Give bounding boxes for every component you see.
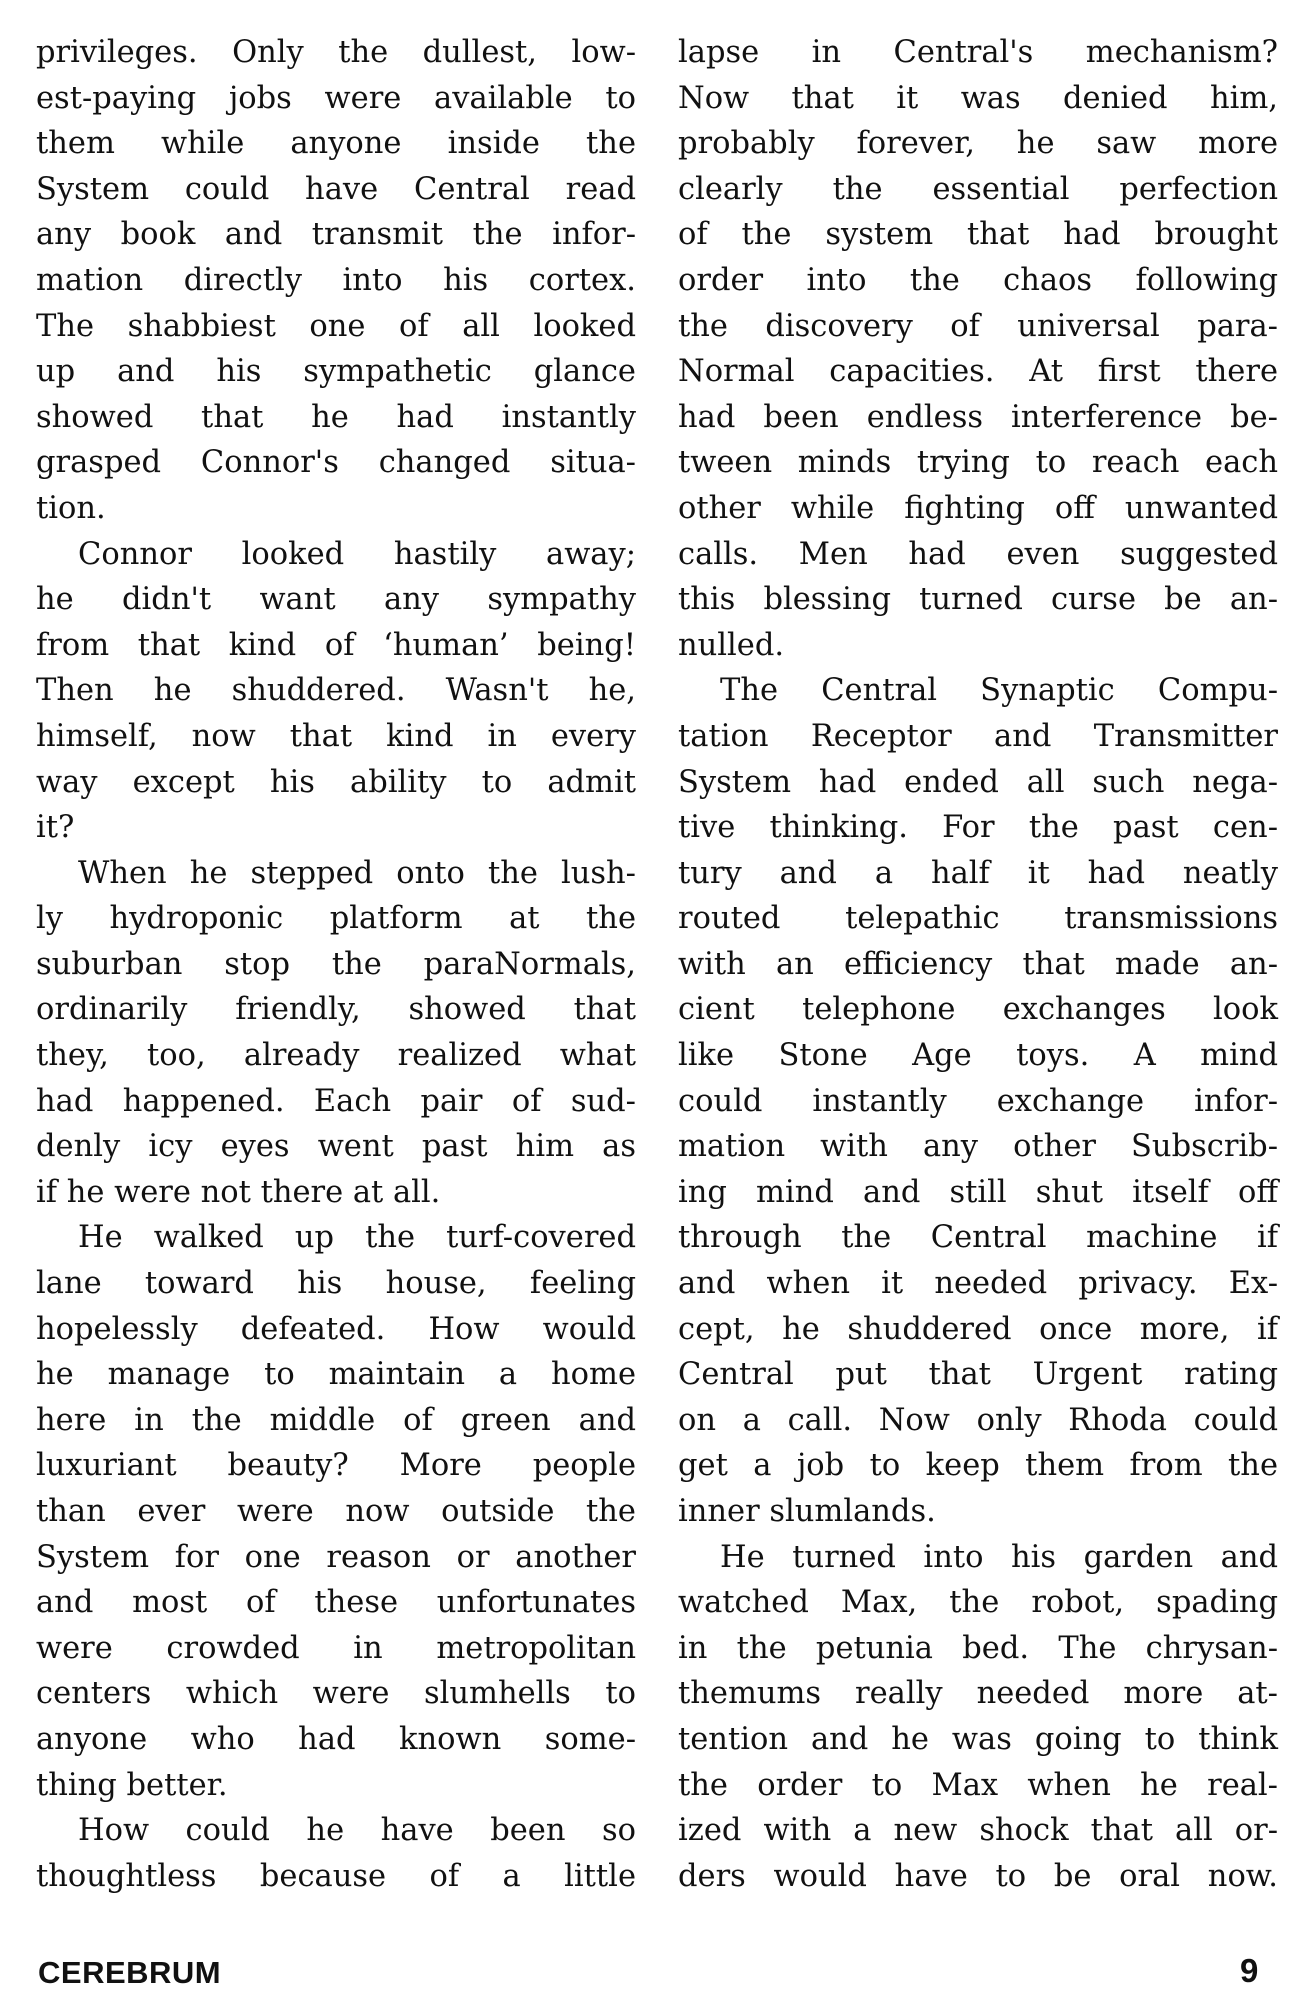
page-number: 9 bbox=[1240, 1952, 1259, 1989]
text-line: ing mind and still shut itself off bbox=[678, 1174, 1278, 1210]
text-line: get a job to keep them from the bbox=[678, 1448, 1278, 1484]
text-line: here in the middle of green and bbox=[36, 1402, 636, 1438]
text-line: the order to Max when he real- bbox=[678, 1767, 1278, 1803]
text-line: mation with any other Subscrib- bbox=[678, 1129, 1278, 1165]
text-line: tion. bbox=[36, 490, 106, 526]
text-line: he manage to maintain a home bbox=[36, 1357, 636, 1393]
text-line: of the system that had brought bbox=[678, 217, 1278, 253]
text-line: hopelessly defeated. How would bbox=[36, 1311, 636, 1347]
text-line: How could he have been so bbox=[78, 1813, 636, 1849]
text-line: Now that it was denied him, bbox=[678, 80, 1278, 116]
text-line: lane toward his house, feeling bbox=[36, 1266, 636, 1302]
text-line: tury and a half it had neatly bbox=[678, 855, 1278, 891]
text-line: System for one reason or another bbox=[36, 1539, 636, 1575]
text-line: mation directly into his cortex. bbox=[36, 262, 636, 298]
text-line: in the petunia bed. The chrysan- bbox=[678, 1630, 1278, 1666]
text-line: The Central Synaptic Compu- bbox=[720, 673, 1278, 709]
text-line: on a call. Now only Rhoda could bbox=[678, 1402, 1278, 1438]
text-line: Connor looked hastily away; bbox=[78, 536, 636, 572]
text-line: privileges. Only the dullest, low- bbox=[36, 35, 636, 70]
text-line: other while fighting off unwanted bbox=[678, 490, 1278, 526]
text-line: from that kind of ‘human’ being! bbox=[36, 627, 636, 663]
text-line: showed that he had instantly bbox=[36, 399, 636, 435]
text-line: denly icy eyes went past him as bbox=[36, 1129, 636, 1165]
right-column bbox=[678, 30, 1278, 1899]
text-line: had happened. Each pair of sud- bbox=[36, 1083, 636, 1119]
text-line: any book and transmit the infor- bbox=[36, 217, 636, 253]
text-line: grasped Connor's changed situa- bbox=[36, 445, 636, 481]
text-line: up and his sympathetic glance bbox=[36, 354, 636, 390]
text-line: routed telepathic transmissions bbox=[678, 901, 1278, 937]
text-line: himself, now that kind in every bbox=[36, 718, 636, 754]
text-line: like Stone Age toys. A mind bbox=[678, 1038, 1278, 1074]
text-line: this blessing turned curse be an- bbox=[678, 582, 1278, 618]
text-line: tween minds trying to reach each bbox=[678, 445, 1278, 481]
text-line: ders would have to be oral now. bbox=[678, 1858, 1278, 1894]
text-line: thoughtless because of a little bbox=[36, 1858, 636, 1894]
text-line: than ever were now outside the bbox=[36, 1494, 636, 1529]
text-line: if he were not there at all. bbox=[36, 1174, 441, 1210]
text-line: He walked up the turf-covered bbox=[78, 1220, 636, 1256]
text-line: luxuriant beauty? More people bbox=[36, 1448, 636, 1484]
text-line: anyone who had known some- bbox=[36, 1721, 636, 1757]
text-line: through the Central machine if bbox=[678, 1220, 1278, 1256]
text-line: cept, he shuddered once more, if bbox=[678, 1311, 1278, 1347]
text-line: the discovery of universal para- bbox=[678, 308, 1278, 344]
text-line: way except his ability to admit bbox=[36, 764, 636, 800]
publication-name: CEREBRUM bbox=[38, 1955, 222, 1990]
text-line: tive thinking. For the past cen- bbox=[678, 810, 1278, 846]
text-line: and when it needed privacy. Ex- bbox=[678, 1266, 1278, 1302]
text-line: Central put that Urgent rating bbox=[678, 1357, 1278, 1393]
text-line: ly hydroponic platform at the bbox=[36, 901, 636, 937]
text-line: He turned into his garden and bbox=[720, 1539, 1278, 1575]
text-line: cient telephone exchanges look bbox=[678, 992, 1278, 1028]
text-line: clearly the essential perfection bbox=[678, 171, 1278, 207]
text-line: could instantly exchange infor- bbox=[678, 1083, 1278, 1119]
text-line: System had ended all such nega- bbox=[678, 764, 1278, 800]
text-line: est-paying jobs were available to bbox=[36, 80, 636, 116]
text-line: calls. Men had even suggested bbox=[678, 536, 1278, 572]
text-line: tation Receptor and Transmitter bbox=[678, 718, 1278, 754]
left-column bbox=[36, 30, 636, 1899]
text-line: When he stepped onto the lush- bbox=[78, 855, 636, 891]
text-line: it? bbox=[36, 810, 75, 846]
text-line: themums really needed more at- bbox=[678, 1676, 1278, 1712]
text-line: System could have Central read bbox=[36, 171, 636, 207]
text-line: and most of these unfortunates bbox=[36, 1585, 636, 1621]
text-line: Normal capacities. At first there bbox=[678, 354, 1278, 390]
text-line: The shabbiest one of all looked bbox=[36, 308, 636, 344]
text-line: centers which were slumhells to bbox=[36, 1676, 636, 1712]
text-line: them while anyone inside the bbox=[36, 126, 636, 162]
text-line: watched Max, the robot, spading bbox=[678, 1585, 1278, 1621]
text-line: probably forever, he saw more bbox=[678, 126, 1278, 162]
text-line: nulled. bbox=[678, 627, 785, 663]
text-line: thing better. bbox=[36, 1767, 228, 1803]
text-line: he didn't want any sympathy bbox=[36, 582, 636, 618]
text-line: ized with a new shock that all or- bbox=[678, 1813, 1278, 1849]
text-line: ordinarily friendly, showed that bbox=[36, 992, 636, 1028]
text-line: lapse in Central's mechanism? bbox=[678, 35, 1278, 70]
text-line: were crowded in metropolitan bbox=[36, 1630, 636, 1666]
text-line: they, too, already realized what bbox=[36, 1038, 636, 1074]
text-line: tention and he was going to think bbox=[678, 1721, 1278, 1757]
text-line: inner slumlands. bbox=[678, 1494, 936, 1529]
text-line: suburban stop the paraNormals, bbox=[36, 946, 636, 982]
text-line: with an efficiency that made an- bbox=[678, 946, 1278, 982]
text-line: had been endless interference be- bbox=[678, 399, 1278, 435]
text-line: Then he shuddered. Wasn't he, bbox=[36, 673, 636, 709]
text-line: order into the chaos following bbox=[678, 262, 1278, 298]
